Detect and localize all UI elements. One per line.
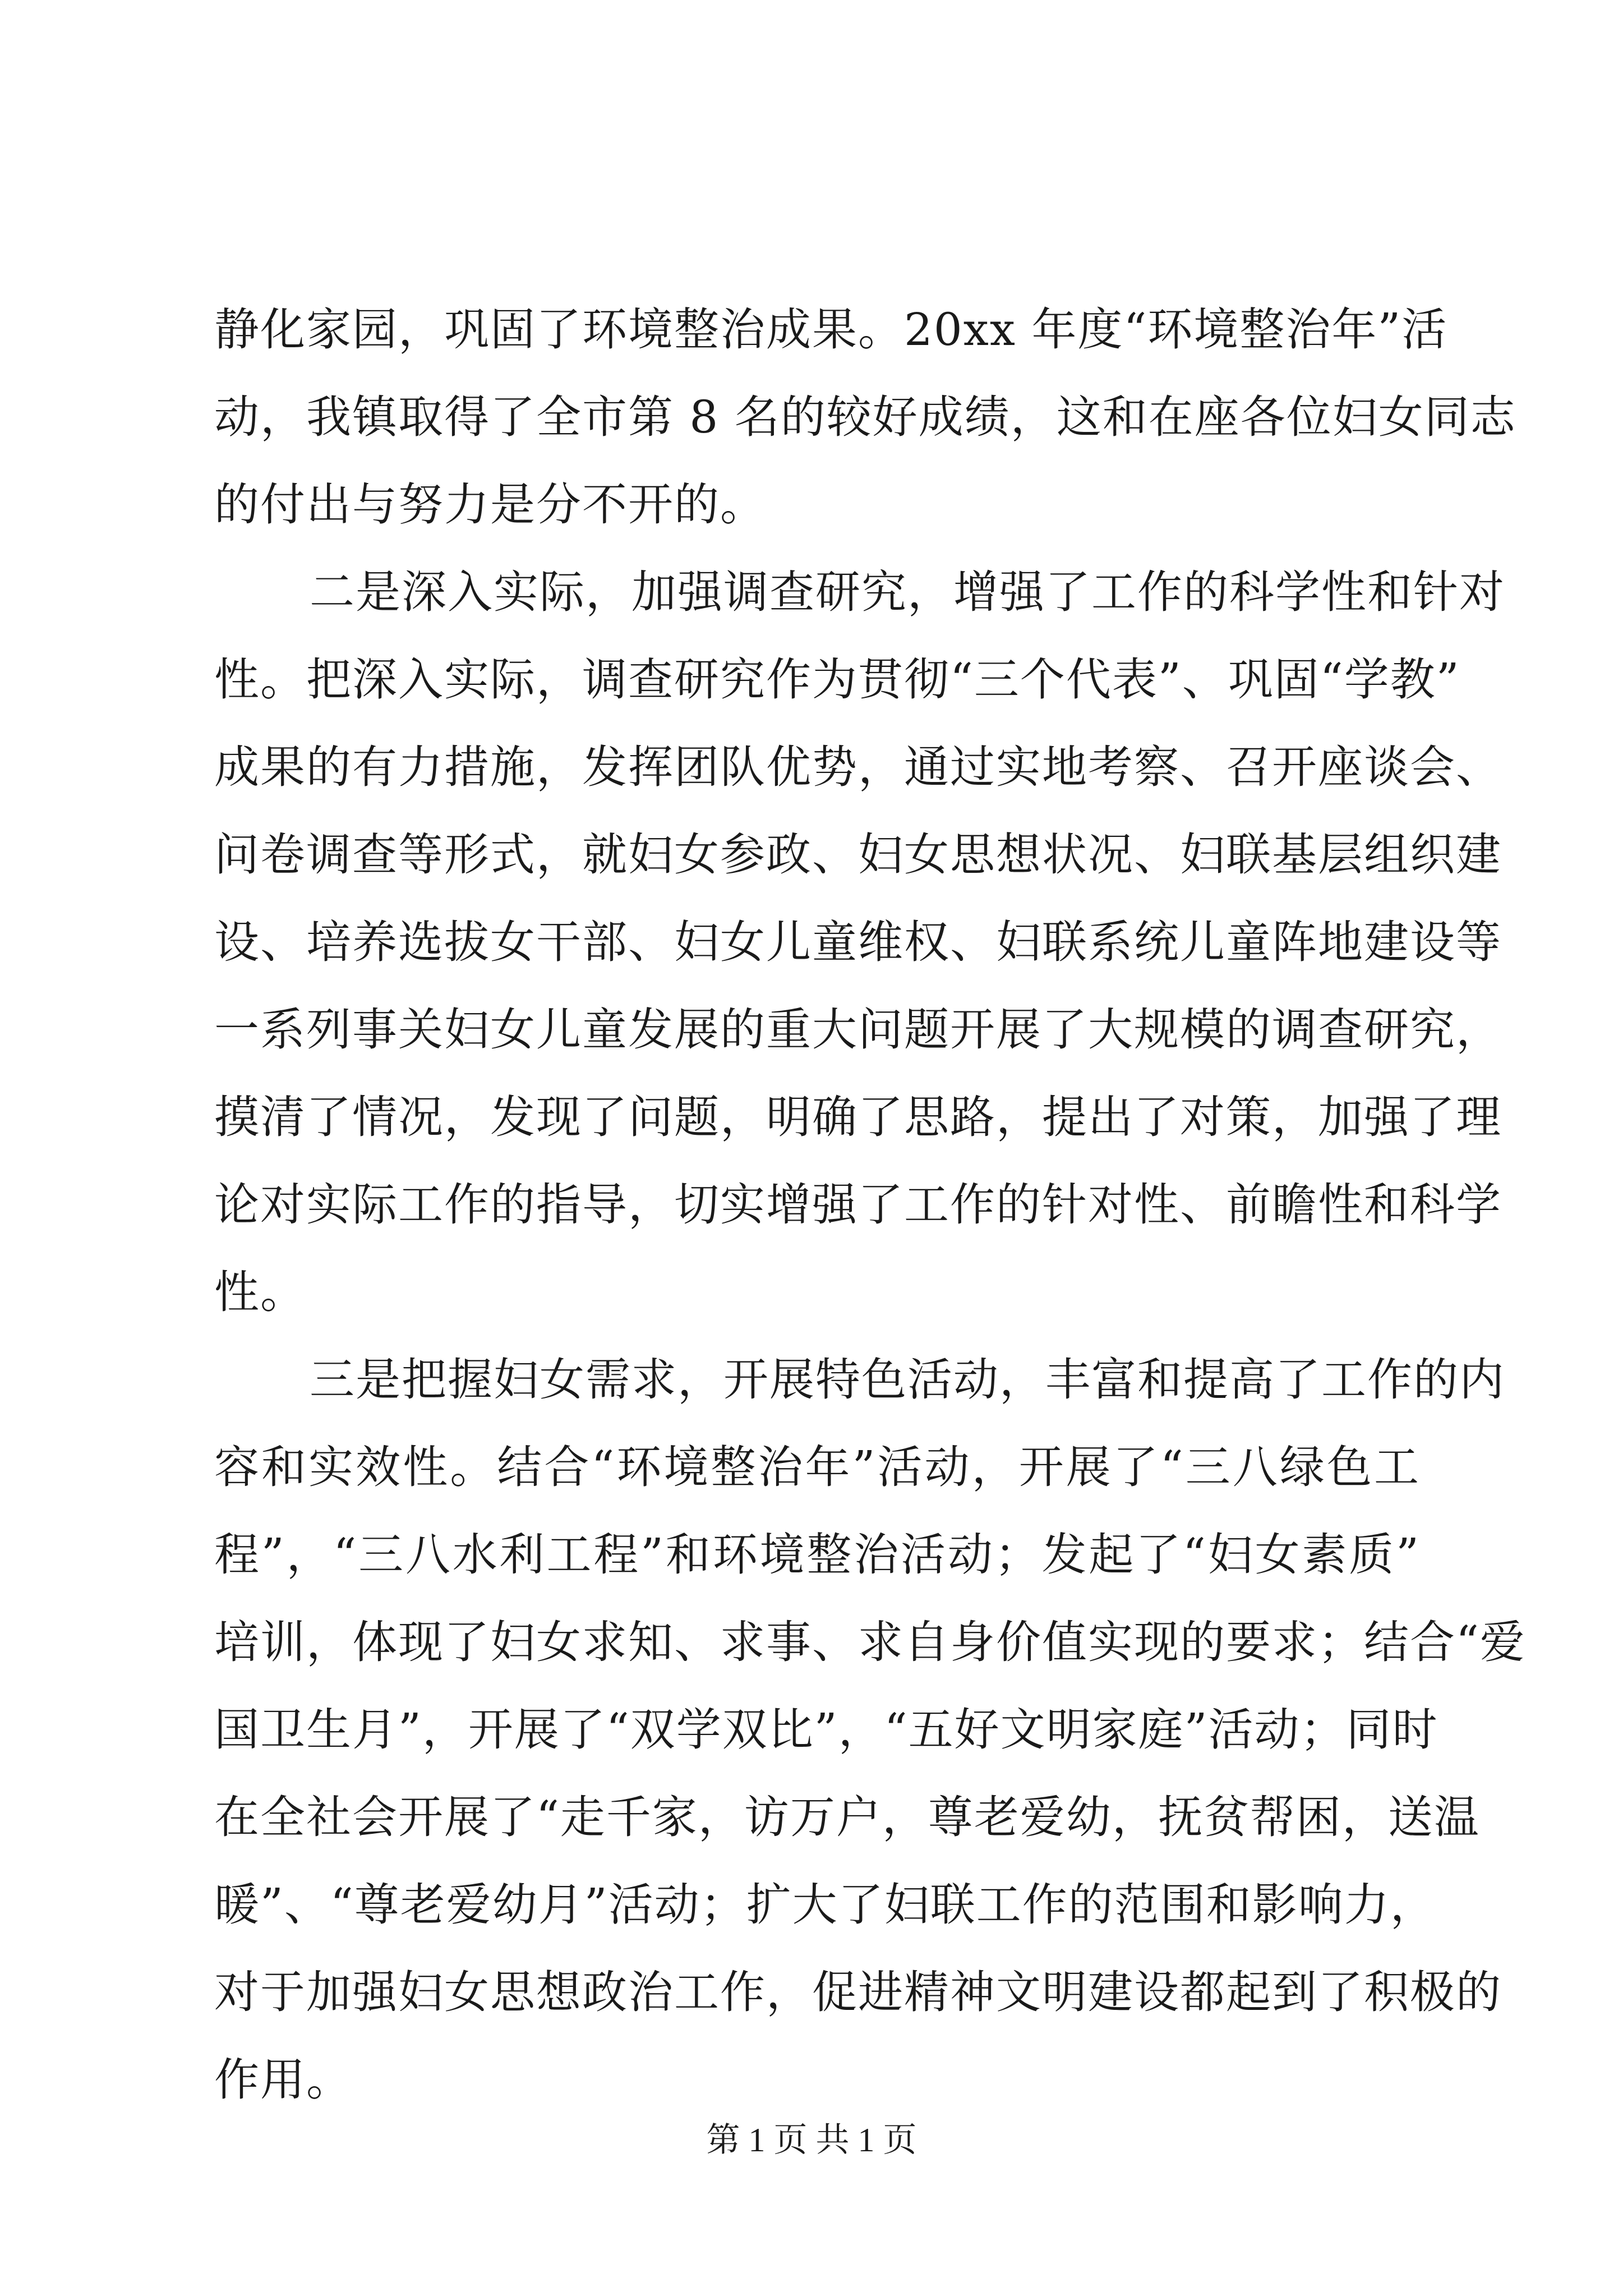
text-line: [214, 1686, 1438, 1774]
text-line-content: 在全社会开展了“走千家，访万户，尊老爱幼，抚贫帮困，送温: [214, 1791, 1480, 1843]
text-line: [214, 1599, 1526, 1686]
text-line-content: 国卫生月”，开展了“双学双比”，“五好文明家庭”活动；同时: [214, 1704, 1438, 1756]
text-line: [214, 2036, 1420, 2124]
text-line: [214, 1424, 1420, 1511]
text-line: [214, 1161, 1502, 1249]
paragraph-first-line: [214, 1336, 1505, 1424]
text-line-content: 容和实效性。结合“环境整治年”活动，开展了“三八绿色工: [214, 1441, 1420, 1493]
text-line: [214, 1074, 1502, 1161]
text-line: [214, 1249, 1420, 1336]
text-line-content: 设、培养选拔女干部、妇女儿童维权、妇联系统儿童阵地建设等: [214, 916, 1502, 968]
text-line-content: 暖”、“尊老爱幼月”活动；扩大了妇联工作的范围和影响力，: [214, 1879, 1436, 1931]
text-line-content: 程”，“三八水利工程”和环境整治活动；发起了“妇女素质”: [214, 1529, 1420, 1581]
text-line: [214, 1861, 1436, 1949]
text-line: [214, 1511, 1420, 1599]
text-line-content: 性。把深入实际，调查研究作为贯彻“三个代表”、巩固“学教”: [214, 654, 1460, 706]
page-footer: 第 1 页 共 1 页: [706, 2122, 917, 2159]
text-line-content: 静化家园，巩固了环境整治成果。20xx 年度“环境整治年”活: [214, 303, 1448, 356]
text-line-content: 三是把握妇女需求，开展特色活动，丰富和提高了工作的内: [310, 1354, 1505, 1406]
text-line-content: 问卷调查等形式，就妇女参政、妇女思想状况、妇联基层组织建: [214, 829, 1502, 881]
text-line-content: 作用。: [214, 2054, 352, 2106]
text-line-content: 动，我镇取得了全市第 8 名的较好成绩，这和在座各位妇女同志: [214, 391, 1516, 443]
text-line: [214, 374, 1516, 461]
text-line: [214, 811, 1502, 899]
text-line-content: 对于加强妇女思想政治工作，促进精神文明建设都起到了积极的: [214, 1966, 1502, 2018]
text-line-content: 摸清了情况，发现了问题，明确了思路，提出了对策，加强了理: [214, 1091, 1502, 1143]
text-line-content: 一系列事关妇女儿童发展的重大问题开展了大规模的调查研究，: [214, 1004, 1502, 1056]
text-line: [214, 286, 1448, 374]
text-line-content: 培训，体现了妇女求知、求事、求自身价值实现的要求；结合“爱: [214, 1616, 1526, 1668]
text-line: [214, 986, 1502, 1074]
text-line: [214, 636, 1460, 724]
body-text: [214, 286, 1526, 2124]
text-line-content: 成果的有力措施，发挥团队优势，通过实地考察、召开座谈会、: [214, 741, 1502, 793]
text-line: [214, 1774, 1480, 1861]
text-line: [214, 461, 1420, 549]
text-line-content: 论对实际工作的指导，切实增强了工作的针对性、前瞻性和科学: [214, 1179, 1502, 1231]
paragraph-first-line: [214, 549, 1505, 636]
text-line-content: 性。: [214, 1266, 306, 1318]
text-line: [214, 899, 1502, 986]
text-line-content: 二是深入实际，加强调查研究，增强了工作的科学性和针对: [310, 566, 1505, 618]
text-line: [214, 724, 1502, 811]
text-line-content: 的付出与努力是分不开的。: [214, 478, 766, 531]
text-line: [214, 1949, 1502, 2036]
